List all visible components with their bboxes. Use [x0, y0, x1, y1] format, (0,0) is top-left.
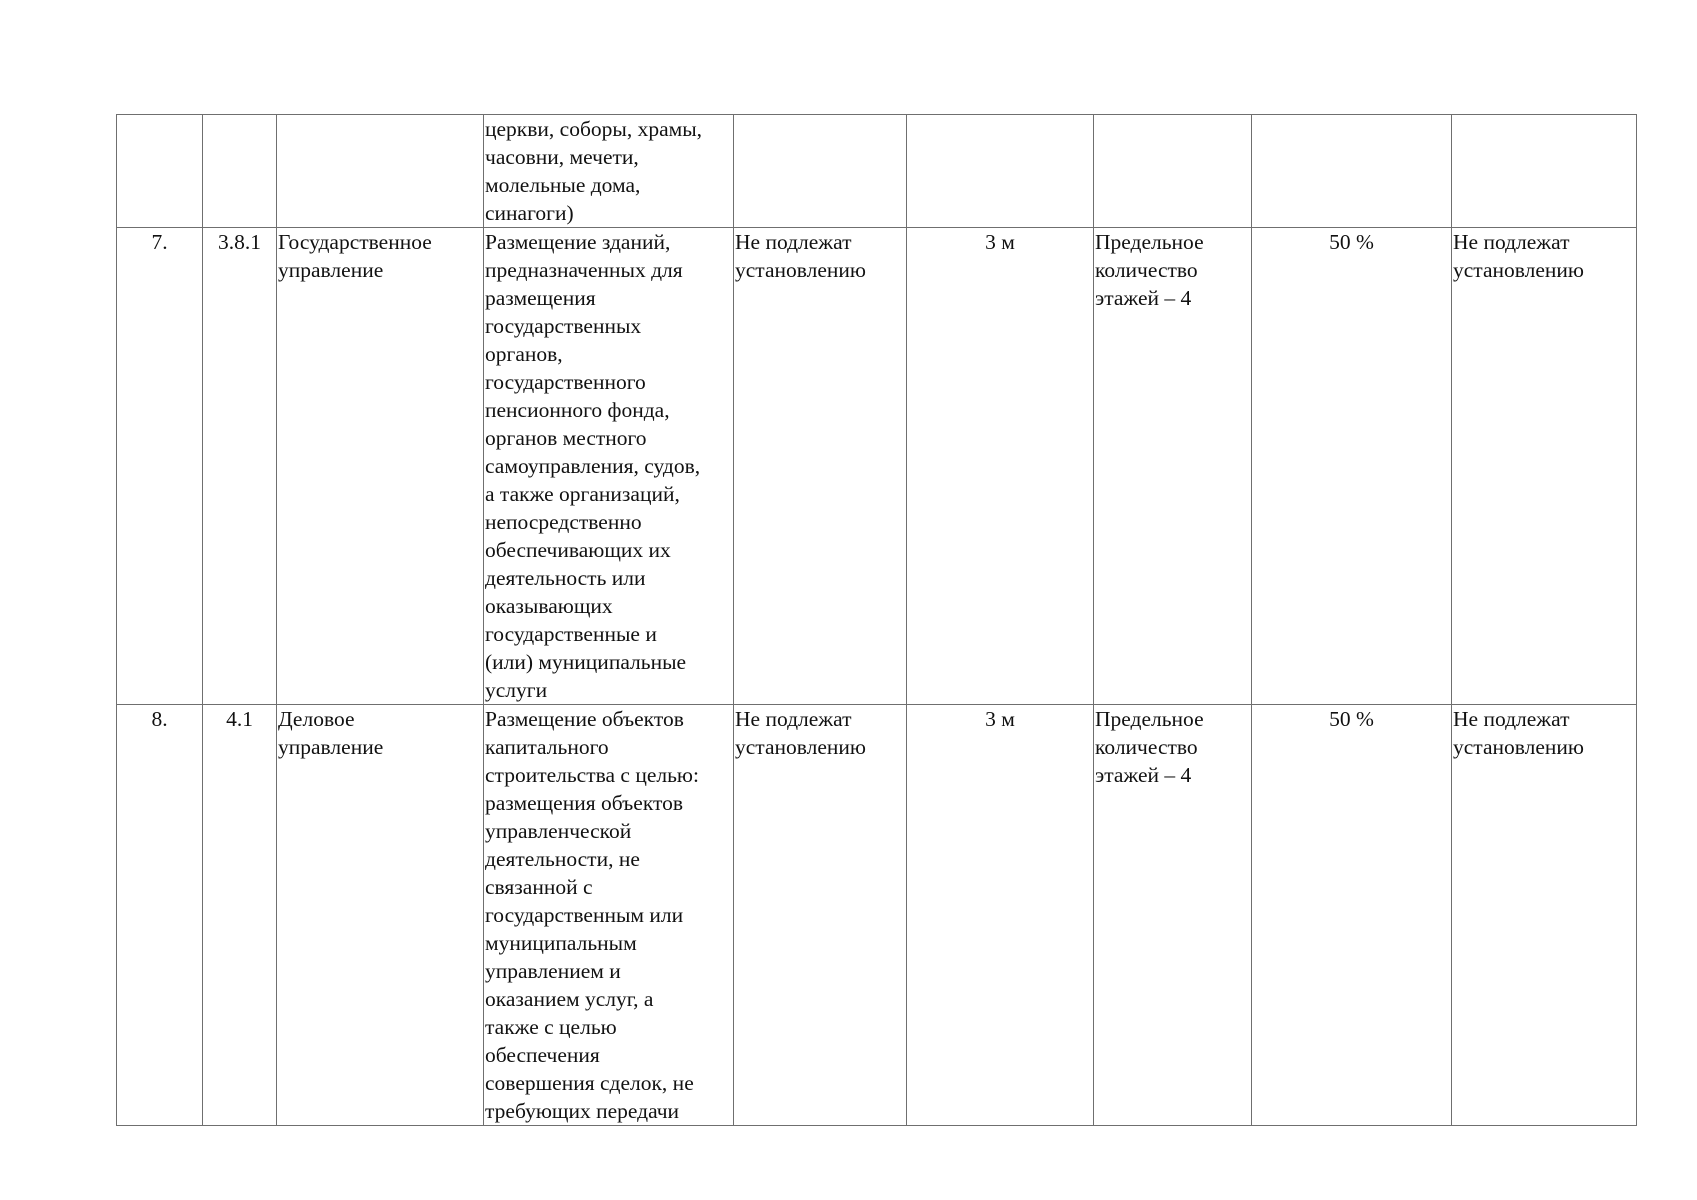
max-floors-cell: Предельное количество этажей – 4 — [1094, 705, 1252, 1126]
use-name-cell: Деловое управление — [277, 705, 484, 1126]
min-setback-cell: 3 м — [907, 228, 1094, 705]
max-floors-cell — [1094, 115, 1252, 228]
use-name-cell — [277, 115, 484, 228]
table-row — [117, 705, 1637, 1126]
use-description-cell: Размещение зданий, предназначенных для размещения государственных органов, государственного пенсионного фонда, органов местного самоуправления, судов, а также организаций, непосредственно обеспечивающих их деятельность или оказывающих государственные и (или) муниципальные услуги — [484, 228, 734, 705]
use-code-cell: 3.8.1 — [203, 228, 277, 705]
land-use-regulations-table — [116, 114, 1637, 1126]
other-params-cell: Не подлежат установлению — [1452, 228, 1637, 705]
other-params-cell: Не подлежат установлению — [1452, 705, 1637, 1126]
use-description-cell: Размещение объектов капитального строительства с целью: размещения объектов управленческой деятельности, не связанной с государственным или муниципальным управлением и оказанием услуг, а также с целью обеспечения совершения сделок, не требующих передачи — [484, 705, 734, 1126]
row-number-cell: 7. — [117, 228, 203, 705]
plot-size-cell: Не подлежат установлению — [734, 705, 907, 1126]
use-name-cell: Государственное управление — [277, 228, 484, 705]
use-code-cell: 4.1 — [203, 705, 277, 1126]
table-row — [117, 228, 1637, 705]
max-coverage-cell — [1252, 115, 1452, 228]
use-description-cell: церкви, соборы, храмы, часовни, мечети, молельные дома, синагоги) — [484, 115, 734, 228]
max-coverage-cell: 50 % — [1252, 705, 1452, 1126]
max-floors-cell: Предельное количество этажей – 4 — [1094, 228, 1252, 705]
max-coverage-cell: 50 % — [1252, 228, 1452, 705]
min-setback-cell: 3 м — [907, 705, 1094, 1126]
row-number-cell: 8. — [117, 705, 203, 1126]
table-row — [117, 115, 1637, 228]
plot-size-cell — [734, 115, 907, 228]
other-params-cell — [1452, 115, 1637, 228]
use-code-cell — [203, 115, 277, 228]
plot-size-cell: Не подлежат установлению — [734, 228, 907, 705]
min-setback-cell — [907, 115, 1094, 228]
row-number-cell — [117, 115, 203, 228]
